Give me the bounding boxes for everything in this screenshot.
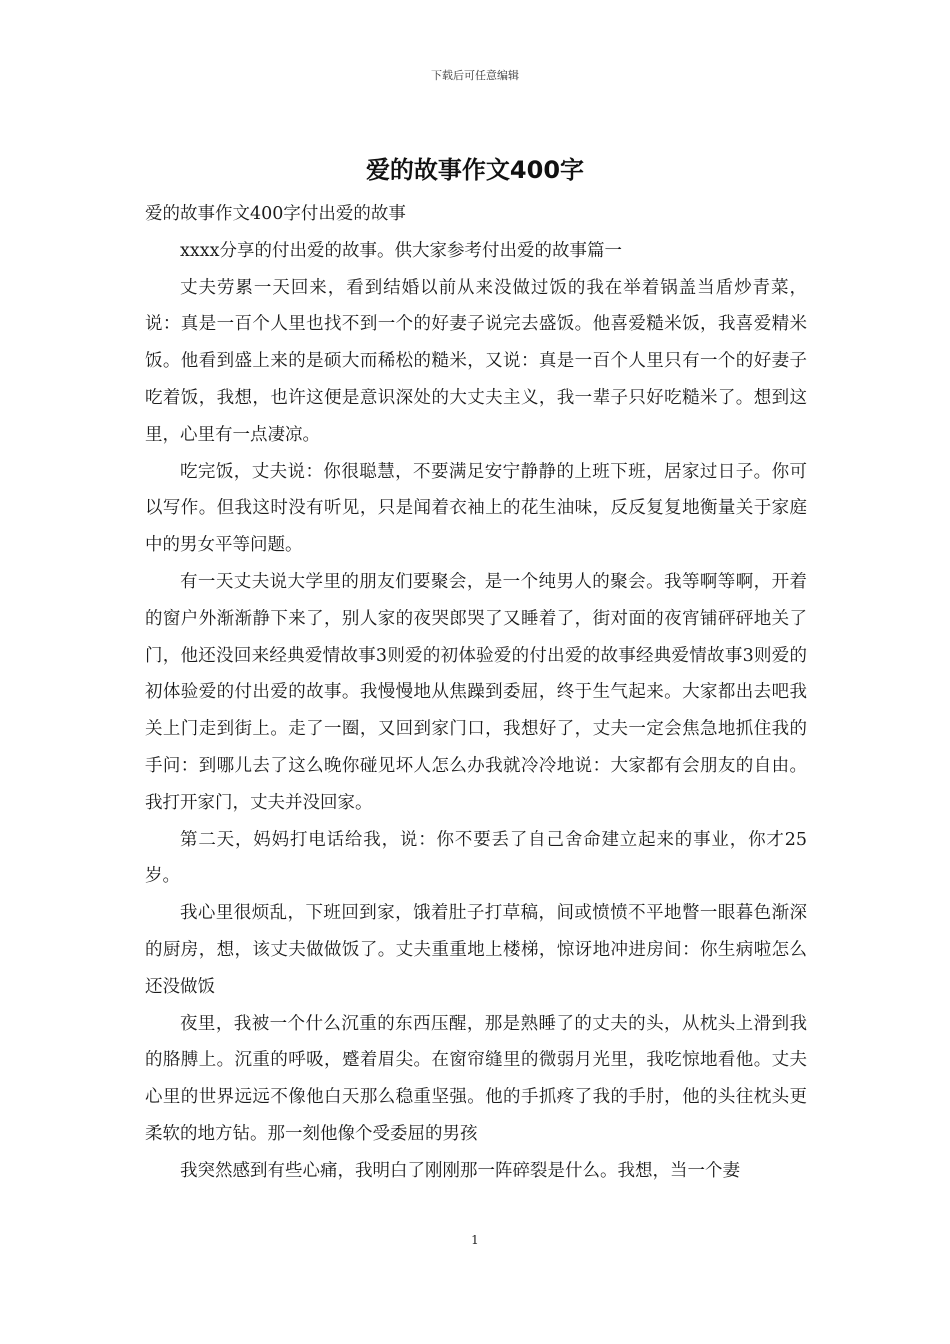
- paragraph: 吃完饭，丈夫说：你很聪慧，不要满足安宁静静的上班下班，居家过日子。你可以写作。但我这时没有听见，只是闻着衣袖上的花生油味，反反复复地衡量关于家庭中的男女平等问题。: [145, 461, 807, 556]
- document-title: 爱的故事作文400字: [365, 156, 585, 184]
- paragraph: 第二天，妈妈打电话给我，说：你不要丢了自己舍命建立起来的事业，你才25岁。: [145, 829, 807, 887]
- paragraph: 夜里，我被一个什么沉重的东西压醒，那是熟睡了的丈夫的头，从枕头上滑到我的胳膊上。沉重的呼吸，蹙着眉尖。在窗帘缝里的微弱月光里，我吃惊地看他。丈夫心里的世界远远不像他白天那么稳重坚强。他的手抓疼了我的手肘，他的头往枕头更柔软的地方钻。那一刻他像个受委屈的男孩: [145, 1013, 807, 1144]
- paragraph: 我心里很烦乱，下班回到家，饿着肚子打草稿，间或愤愤不平地瞥一眼暮色渐深的厨房，想，该丈夫做做饭了。丈夫重重地上楼梯，惊讶地冲进房间：你生病啦怎么还没做饭: [145, 903, 807, 997]
- page-number: 1: [471, 1233, 479, 1247]
- paragraph: 我突然感到有些心痛，我明白了刚刚那一阵碎裂是什么。我想，当一个妻: [180, 1160, 740, 1181]
- paragraph: 有一天丈夫说大学里的朋友们要聚会，是一个纯男人的聚会。我等啊等啊，开着的窗户外渐渐静下来了，别人家的夜哭郎哭了又睡着了，街对面的夜宵铺砰砰地关了门，他还没回来经典爱情故事3则爱的初体验爱的付出爱的故事经典爱情故事3则爱的初体验爱的付出爱的故事。我慢慢地从焦躁到委屈，终于生气起来。大家都出去吧我关上门走到街上。走了一圈，又回到家门口，我想好了，丈夫一定会焦急地抓住我的手问：到哪儿去了这么晚你碰见坏人怎么办我就冷冷地说：大家都有会朋友的自由。我打开家门，丈夫并没回家。: [145, 571, 807, 813]
- header-note: 下载后可任意编辑: [431, 69, 519, 82]
- document-body: [145, 196, 807, 1190]
- subtitle-line: 爱的故事作文400字付出爱的故事: [145, 204, 406, 224]
- paragraph: xxxx分享的付出爱的故事。供大家参考付出爱的故事篇一: [180, 240, 622, 261]
- paragraph: 丈夫劳累一天回来，看到结婚以前从来没做过饭的我在举着锅盖当盾炒青菜，说：真是一百个人里也找不到一个的好妻子说完去盛饭。他喜爱糙米饭，我喜爱精米饭。他看到盛上来的是硕大而稀松的糙米，又说：真是一百个人里只有一个的好妻子吃着饭，我想，也许这便是意识深处的大丈夫主义，我一辈子只好吃糙米了。想到这里，心里有一点凄凉。: [145, 277, 807, 445]
